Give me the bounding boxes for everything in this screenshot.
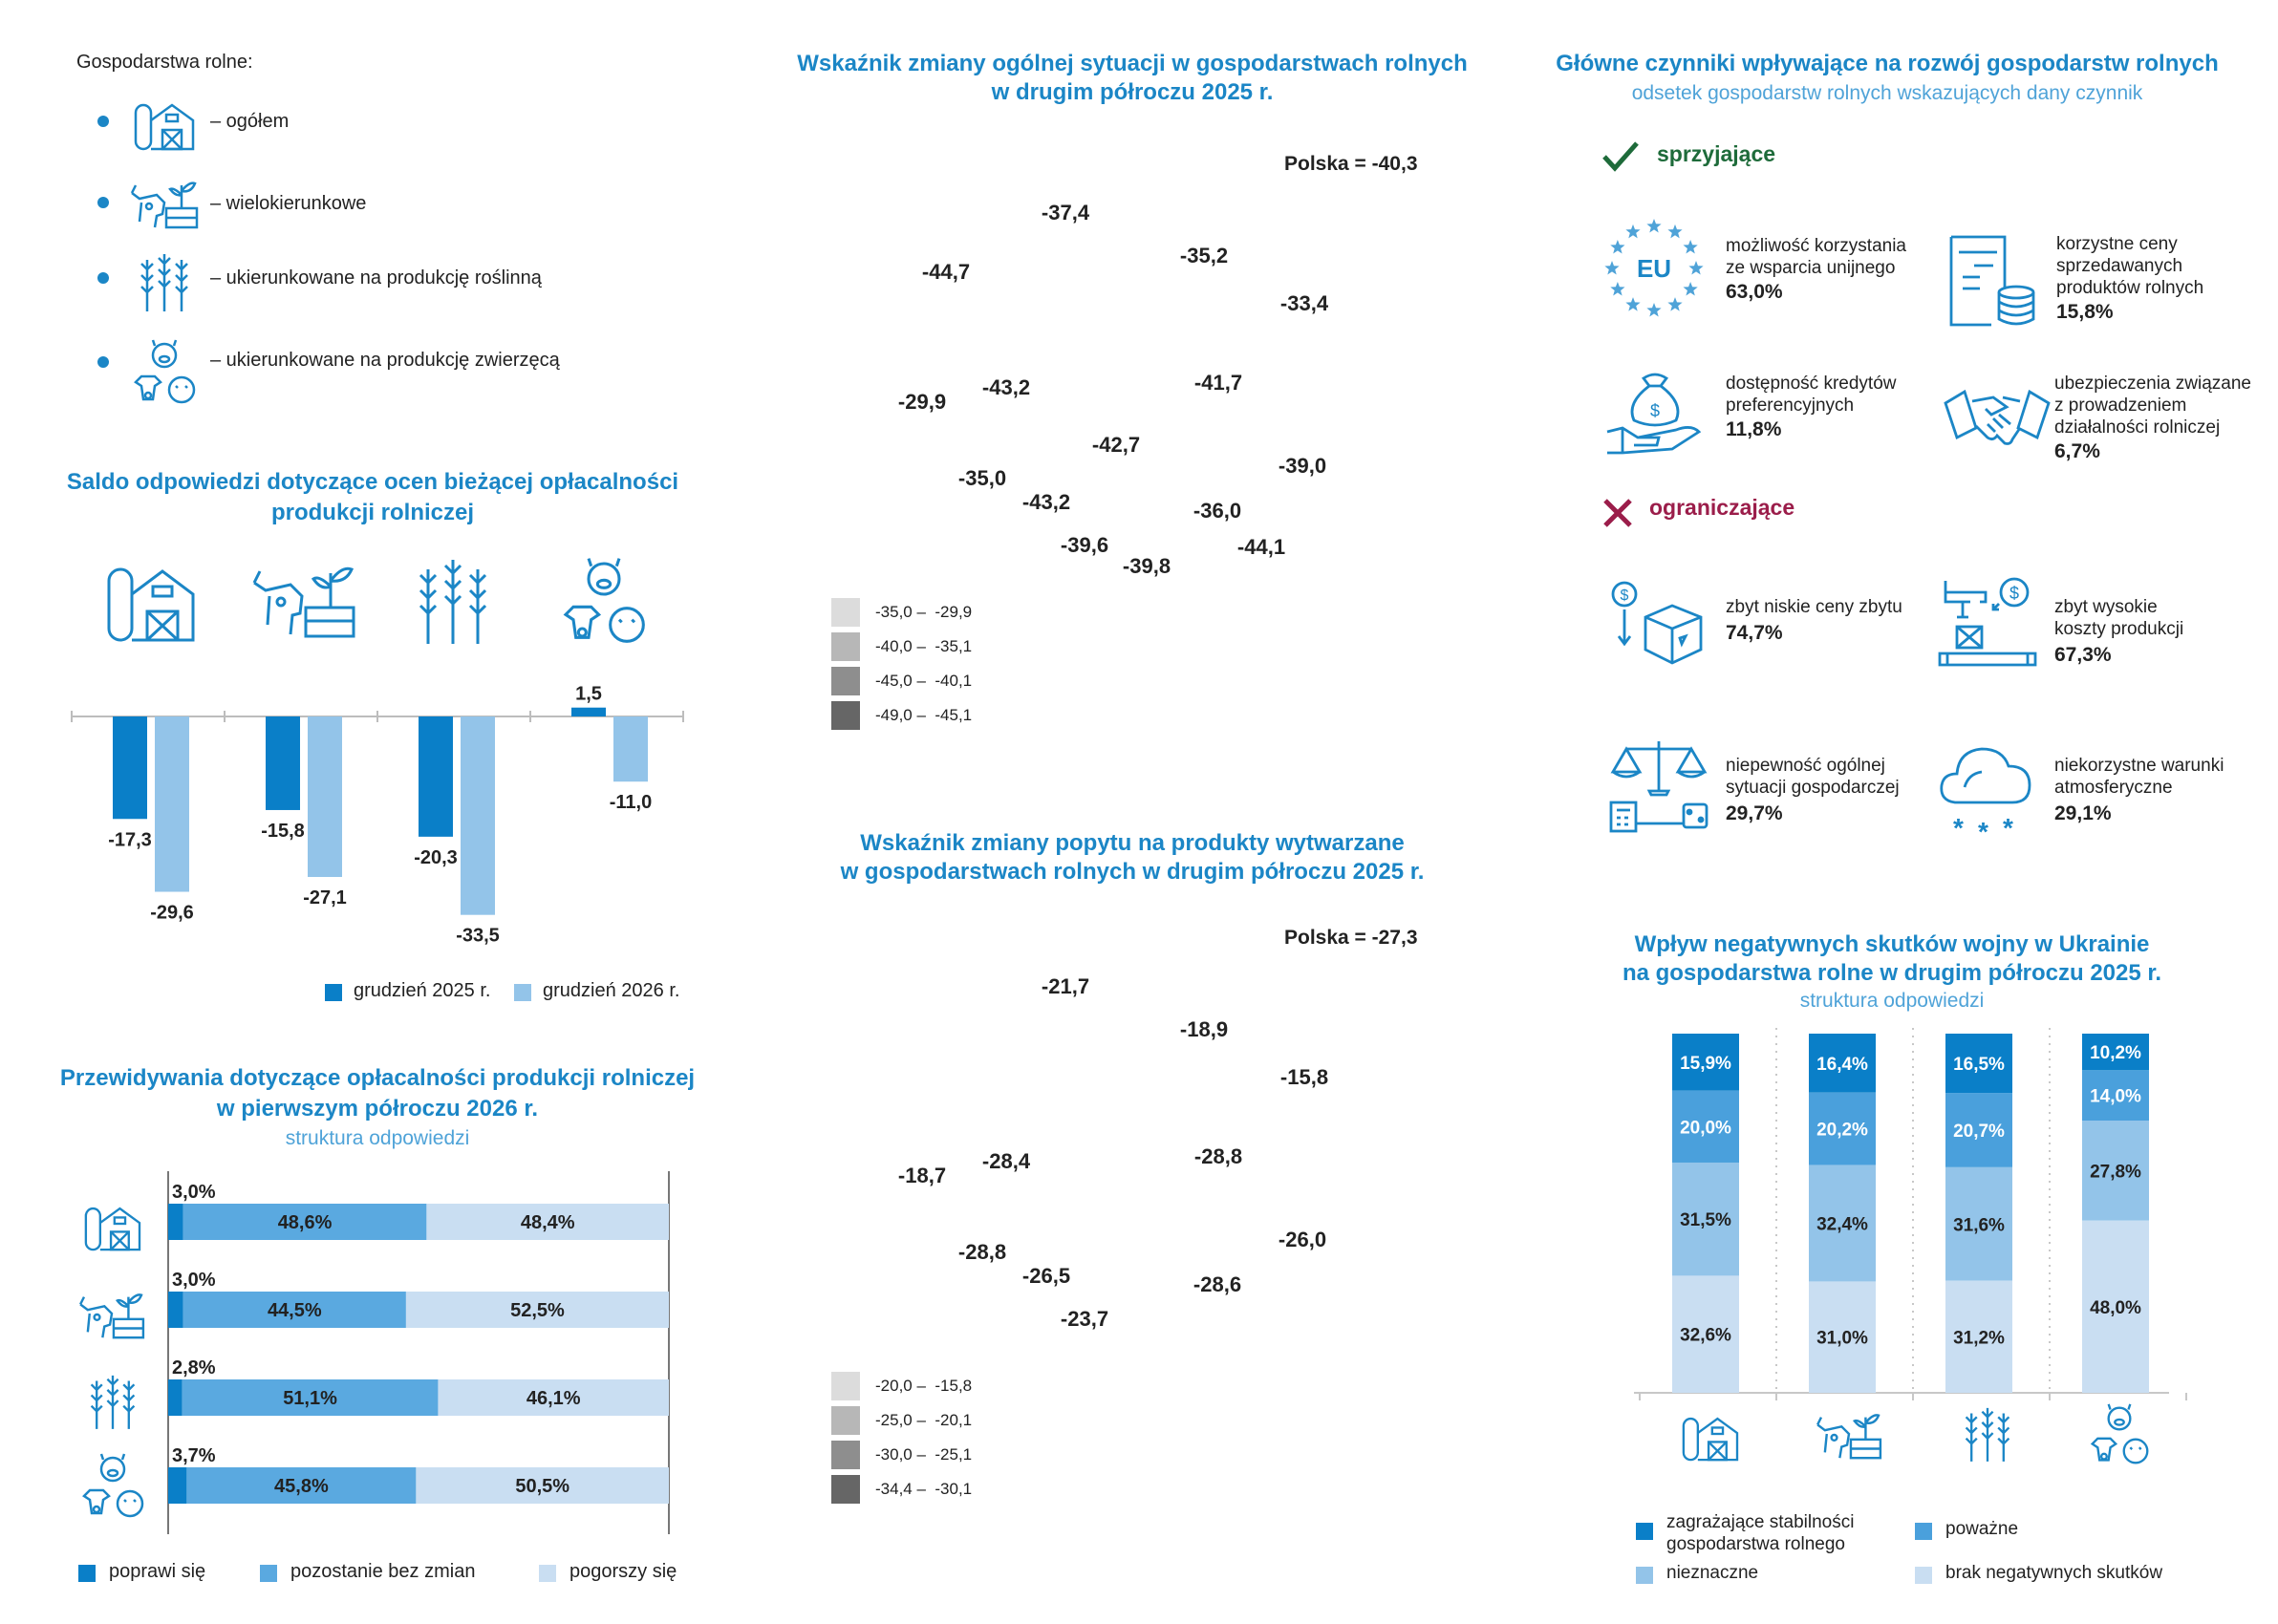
war-value-label: 48,0% (2090, 1297, 2141, 1318)
legend-label-none: brak negatywnych skutków (1945, 1563, 2163, 1583)
map-legend-label: -20,0 – -15,8 (875, 1377, 973, 1395)
production-cost-icon (1936, 573, 2041, 678)
forecast-bar-segment (168, 1204, 183, 1240)
low-price-box-icon (1611, 579, 1707, 671)
svg-text:*: * (1978, 817, 1988, 846)
mixed-farm-icon (128, 174, 201, 233)
saldo-value-label: -29,6 (150, 902, 194, 924)
legend-swatch-minor (1636, 1567, 1653, 1584)
forecast-subtitle: struktura odpowiedzi (285, 1127, 470, 1149)
voivodeship-value: -35,0 (957, 466, 1007, 490)
voivodeship-value: -44,1 (1236, 535, 1286, 559)
factors-title: Główne czynniki wpływające na rozwój gospodarstw rolnych (1556, 51, 2219, 76)
negative-factors-label: ograniczające (1649, 495, 1795, 520)
saldo-bar (461, 716, 495, 915)
war-value-label: 20,7% (1953, 1121, 2005, 1142)
map-legend-swatch (831, 1441, 860, 1469)
voivodeship-value: -42,7 (1091, 433, 1141, 457)
map-legend-swatch (831, 632, 860, 661)
map-legend-label: -45,0 – -40,1 (875, 672, 973, 690)
map1-legend (831, 598, 1080, 732)
saldo-value-label: -20,3 (414, 846, 458, 868)
map2-title-line1: Wskaźnik zmiany popytu na produkty wytwarzane (860, 830, 1405, 856)
war-value-label: 32,6% (1680, 1325, 1731, 1346)
war-title-line1: Wpływ negatywnych skutków wojny w Ukrainie (1634, 931, 2150, 957)
voivodeship-value: -21,7 (1041, 974, 1090, 998)
money-bag-hand-icon (1605, 369, 1705, 455)
war-value-label: 14,0% (2090, 1086, 2141, 1107)
legend-swatch-nochange (260, 1565, 277, 1582)
voivodeship-value: -26,0 (1278, 1228, 1327, 1251)
factors-subtitle: odsetek gospodarstw rolnych wskazujących dany czynnik (1631, 82, 2143, 104)
map-legend-label: -30,0 – -25,1 (875, 1445, 973, 1464)
eu-star (1625, 297, 1640, 311)
eu-star (1667, 224, 1682, 239)
wheat-icon (1961, 1404, 2014, 1464)
forecast-value-label: 46,1% (526, 1388, 581, 1409)
factor-eu-label: możliwość korzystania ze wsparcia unijnego 63,0% (1726, 236, 1906, 303)
forecast-value-label: 48,6% (277, 1212, 333, 1233)
voivodeship-value: -34,4 (921, 1034, 971, 1058)
eu-star (1610, 282, 1624, 296)
voivodeship-value: -26,5 (1021, 1264, 1071, 1288)
voivodeship-value: -15,8 (1279, 1065, 1329, 1089)
saldo-bar (613, 716, 648, 781)
forecast-title-line1: Przewidywania dotyczące opłacalności produkcji rolniczej (59, 1065, 696, 1091)
saldo-bar (571, 708, 606, 716)
saldo-bar (113, 716, 147, 819)
voivodeship-value: -18,9 (1179, 1017, 1229, 1041)
map1-title-line2: w drugim półroczu 2025 r. (991, 79, 1274, 105)
voivodeship-value: -18,7 (897, 1164, 947, 1187)
scales-uncertainty-icon (1607, 736, 1712, 835)
eu-star (1667, 297, 1682, 311)
eu-star (1646, 303, 1661, 317)
saldo-title-line1: Saldo odpowiedzi dotyczące ocen bieżącej opłacalności (66, 469, 679, 495)
map2-title-line2: w gospodarstwach rolnych w drugim półroczu 2025 r. (840, 859, 1425, 885)
map2-national-value: Polska = -27,3 (1284, 927, 1418, 949)
saldo-value-label: -15,8 (261, 820, 305, 842)
saldo-bar (308, 716, 342, 877)
legend-label-2025: grudzień 2025 r. (354, 980, 491, 1001)
war-stacked-bar-chart (1634, 1022, 2169, 1404)
price-list-icon (1945, 233, 2041, 329)
legend-type-4: – ukierunkowane na produkcję zwierzęcą (210, 350, 560, 371)
saldo-bar (155, 716, 189, 892)
war-value-label: 15,9% (1680, 1053, 1731, 1074)
factor-costs-label: zbyt wysokie koszty produkcji 67,3% (2054, 597, 2184, 666)
voivodeship-value: -29,9 (897, 390, 947, 414)
legend-label-nochange: pozostanie bez zmian (290, 1561, 476, 1582)
map-legend-label: -40,0 – -35,1 (875, 637, 973, 655)
farm-barn-icon (130, 92, 197, 151)
svg-text:$: $ (2009, 584, 2020, 603)
eu-star (1684, 282, 1698, 296)
animals-icon (2087, 1402, 2152, 1467)
legend-swatch-serious (1915, 1523, 1932, 1540)
voivodeship-value: -33,4 (1279, 291, 1329, 315)
voivodeship-value: -43,2 (1021, 490, 1071, 514)
map-regions (898, 974, 1328, 1352)
legend-type-2: – wielokierunkowe (210, 193, 367, 214)
legend-label-2026: grudzień 2026 r. (543, 980, 680, 1001)
farm-barn-icon (105, 556, 197, 642)
cross-icon (1601, 497, 1634, 529)
legend-label-threat: zagrażające stabilności gospodarstwa rolnego (1666, 1512, 1855, 1554)
mixed-farm-icon (1814, 1406, 1884, 1464)
voivodeship-value: -41,7 (1193, 371, 1243, 395)
svg-text:*: * (2003, 813, 2013, 843)
voivodeship-value: -39,0 (1278, 454, 1327, 478)
bullet-dot (97, 116, 109, 127)
forecast-value-label: 44,5% (267, 1300, 322, 1321)
voivodeship-value: -39,8 (1122, 554, 1171, 578)
eu-star (1684, 240, 1698, 254)
voivodeship-value: -35,2 (1179, 244, 1229, 267)
saldo-value-label: -27,1 (303, 887, 347, 909)
voivodeship-value: -31,4 (1236, 1309, 1286, 1333)
voivodeship-value: -43,2 (981, 375, 1031, 399)
voivodeship-value: -31,2 (1041, 1078, 1090, 1101)
saldo-value-label: -33,5 (456, 925, 500, 947)
war-value-label: 31,2% (1953, 1328, 2005, 1349)
voivodeship-value: -34,5 (1122, 1328, 1171, 1352)
animals-icon (130, 338, 199, 407)
map1-national-value: Polska = -40,3 (1284, 153, 1418, 175)
factor-weather-label: niekorzystne warunki atmosferyczne 29,1% (2054, 756, 2224, 824)
legend-label-minor: nieznaczne (1666, 1563, 1759, 1583)
eu-star (1610, 240, 1624, 254)
wheat-icon (136, 250, 193, 313)
svg-text:*: * (1953, 813, 1964, 843)
bullet-dot (97, 272, 109, 284)
saldo-value-label: -17,3 (108, 829, 152, 851)
animals-icon (558, 556, 650, 648)
saldo-value-label: -11,0 (609, 792, 653, 814)
map-legend-label: -25,0 – -20,1 (875, 1411, 973, 1429)
legend-types-header: Gospodarstwa rolne: (76, 52, 253, 73)
mixed-farm-icon (250, 556, 357, 642)
map-legend-swatch (831, 667, 860, 695)
animals-icon (78, 1452, 147, 1521)
legend-type-1: – ogółem (210, 111, 290, 132)
factor-uncertainty-label: niepewność ogólnej sytuacji gospodarczej 29,7% (1726, 756, 1900, 824)
voivodeship-value: -28,8 (957, 1240, 1007, 1264)
forecast-value-label: 52,5% (510, 1300, 565, 1321)
eu-star (1604, 261, 1619, 275)
legend-type-3: – ukierunkowane na produkcję roślinną (210, 267, 542, 288)
forecast-bar-segment (168, 1379, 183, 1416)
bullet-dot (97, 197, 109, 208)
eu-star (1688, 261, 1703, 275)
saldo-bar-chart (57, 669, 698, 947)
war-subtitle: struktura odpowiedzi (1799, 990, 1985, 1012)
war-value-label: 31,6% (1953, 1215, 2005, 1236)
war-value-label: 31,0% (1816, 1328, 1868, 1349)
map-legend-label: -34,4 – -30,1 (875, 1480, 973, 1498)
voivodeship-value: -30,8 (1091, 1207, 1141, 1230)
map-legend-swatch (831, 701, 860, 730)
bullet-dot (97, 356, 109, 368)
voivodeship-value: -23,7 (1060, 1307, 1109, 1331)
war-value-label: 10,2% (2090, 1043, 2141, 1064)
legend-label-worse: pogorszy się (570, 1561, 677, 1582)
factor-prices-label: korzystne ceny sprzedawanych produktów rolnych 15,8% (2056, 234, 2204, 323)
forecast-bar-segment (168, 1292, 183, 1328)
war-value-label: 16,4% (1816, 1054, 1868, 1075)
positive-factors-label: sprzyjające (1657, 141, 1776, 166)
eu-star (1646, 219, 1661, 233)
war-value-label: 16,5% (1953, 1055, 2005, 1076)
map1-title-line1: Wskaźnik zmiany ogólnej sytuacji w gospodarstwach rolnych (797, 51, 1468, 76)
mixed-farm-icon (76, 1286, 147, 1343)
war-value-label: 27,8% (2090, 1162, 2141, 1183)
forecast-value-label: 3,0% (172, 1270, 216, 1291)
wheat-icon (86, 1372, 140, 1431)
map-legend-label: -35,0 – -29,9 (875, 603, 973, 621)
war-value-label: 32,4% (1816, 1214, 1868, 1235)
forecast-stacked-bar-chart (153, 1164, 688, 1536)
svg-text:$: $ (1620, 588, 1629, 604)
svg-text:$: $ (1649, 401, 1661, 420)
map-legend-swatch (831, 1406, 860, 1435)
svg-text:EU: EU (1636, 254, 1672, 283)
map-legend-swatch (831, 598, 860, 627)
factor-credit-label: dostępność kredytów preferencyjnych 11,8% (1726, 374, 1897, 440)
checkmark-icon (1601, 139, 1640, 172)
legend-swatch-2026 (514, 984, 531, 1001)
voivodeship-value: -28,4 (981, 1149, 1031, 1173)
saldo-value-label: 1,5 (575, 683, 602, 705)
map-legend-swatch (831, 1475, 860, 1504)
map-legend-label: -49,0 – -45,1 (875, 706, 973, 724)
factor-insurance-label: ubezpieczenia związane z prowadzeniem działalności rolniczej 6,7% (2054, 374, 2251, 462)
eu-star (1625, 224, 1640, 239)
forecast-value-label: 2,8% (172, 1357, 216, 1378)
legend-swatch-threat (1636, 1523, 1653, 1540)
voivodeship-value: -37,4 (1041, 201, 1090, 224)
war-value-label: 20,0% (1680, 1118, 1731, 1139)
saldo-bar (266, 716, 300, 810)
forecast-bar-segment (168, 1467, 186, 1504)
voivodeship-value: -36,0 (1193, 499, 1242, 523)
forecast-value-label: 48,4% (520, 1212, 575, 1233)
war-value-label: 31,5% (1680, 1210, 1731, 1231)
map-legend-swatch (831, 1372, 860, 1400)
legend-swatch-none (1915, 1567, 1932, 1584)
legend-swatch-2025 (325, 984, 342, 1001)
saldo-title-line2: produkcji rolniczej (270, 500, 475, 525)
voivodeship-value: -28,6 (1193, 1272, 1242, 1296)
voivodeship-value: -49,0 (1041, 304, 1090, 328)
map2-legend (831, 1372, 1080, 1506)
map-regions (898, 201, 1329, 578)
forecast-value-label: 50,5% (515, 1476, 570, 1497)
forecast-value-label: 45,8% (274, 1476, 329, 1497)
saldo-bar (419, 716, 453, 837)
voivodeship-value: -44,7 (921, 260, 971, 284)
legend-swatch-worse (539, 1565, 556, 1582)
weather-cloud-icon (1936, 739, 2035, 846)
farm-barn-icon (80, 1196, 143, 1251)
farm-barn-icon (1678, 1406, 1741, 1462)
forecast-value-label: 51,1% (283, 1388, 337, 1409)
factor-low-prices-label: zbyt niskie ceny zbytu 74,7% (1726, 597, 1902, 644)
war-title-line2: na gospodarstwa rolne w drugim półroczu 2025 r. (1622, 960, 2162, 986)
eu-stars-icon (1601, 216, 1707, 321)
forecast-title-line2: w pierwszym półroczu 2026 r. (216, 1096, 539, 1122)
war-value-label: 20,2% (1816, 1120, 1868, 1141)
legend-swatch-improve (78, 1565, 96, 1582)
legend-label-improve: poprawi się (109, 1561, 206, 1582)
legend-label-serious: poważne (1945, 1519, 2019, 1539)
wheat-icon (415, 556, 491, 646)
forecast-value-label: 3,0% (172, 1182, 216, 1203)
forecast-value-label: 3,7% (172, 1445, 216, 1466)
voivodeship-value: -28,8 (1193, 1144, 1243, 1168)
voivodeship-value: -39,6 (1060, 533, 1109, 557)
handshake-icon (1944, 380, 2051, 457)
